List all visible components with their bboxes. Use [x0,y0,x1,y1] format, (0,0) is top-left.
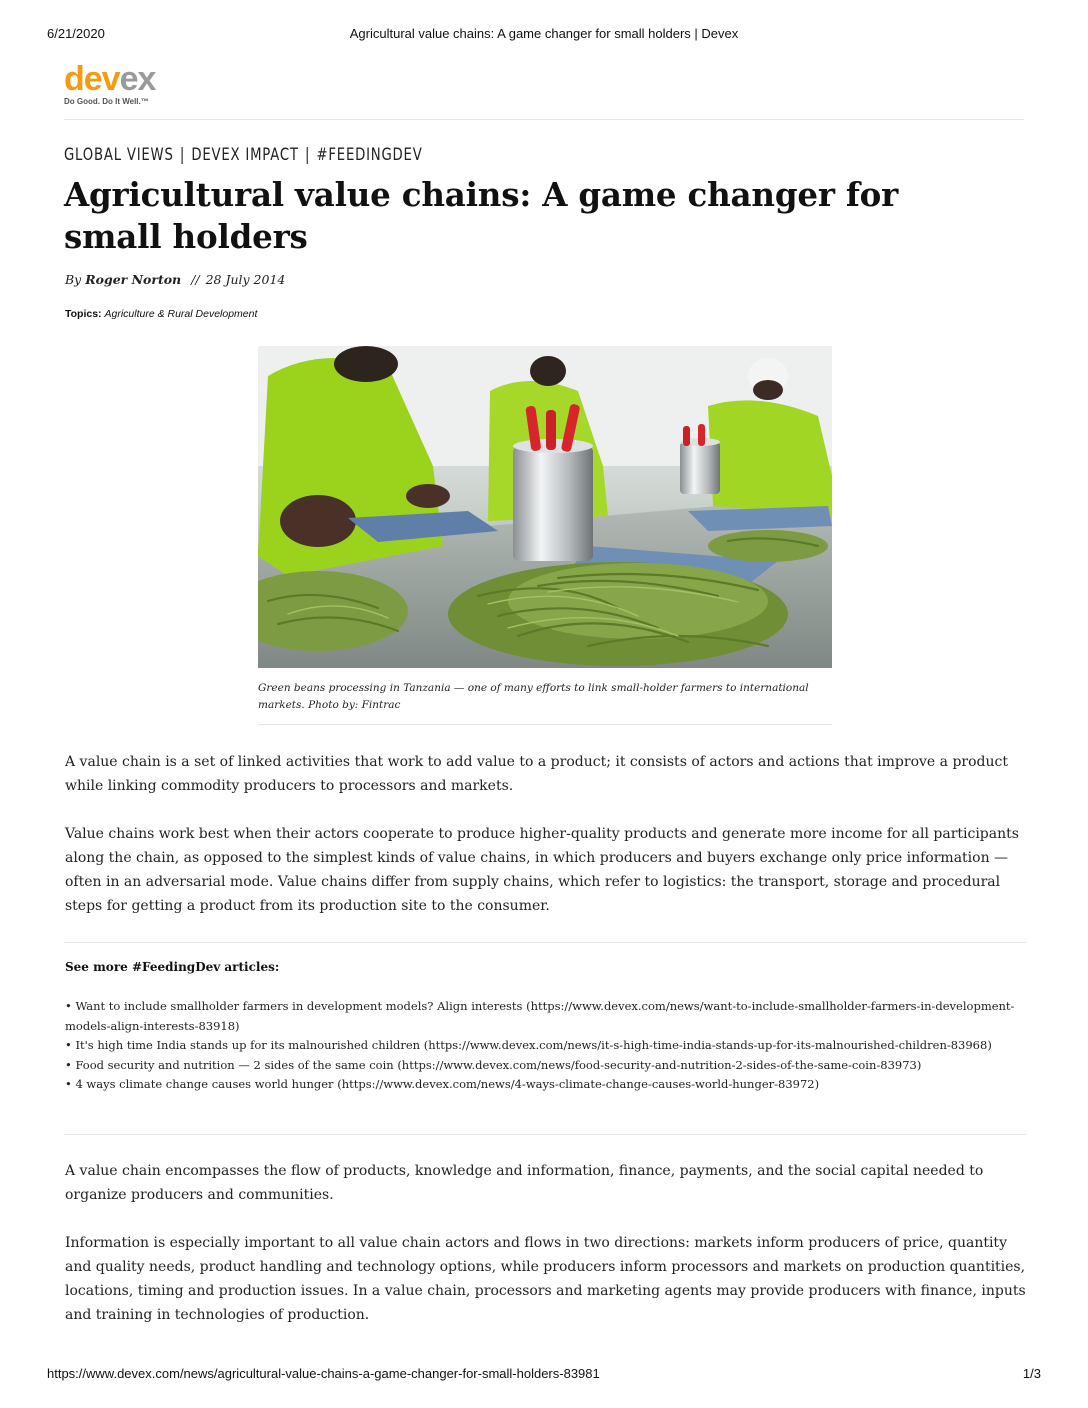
paragraph-3: A value chain encompasses the flow of products, knowledge and information, finance, payments, and the social capital needed to organize producers and communities. [65,1163,984,1203]
paragraph-1: A value chain is a set of linked activities that work to add value to a product; it consists of actors and actions that improve a product while linking commodity producers to processors and markets. [65,754,1008,794]
byline-by: By [65,272,82,287]
see-more-item[interactable]: • 4 ways climate change causes world hunger (https://www.devex.com/news/4-ways-climate-change-causes-world-hunger-83972) [65,1077,820,1091]
topics [65,308,257,320]
byline-author[interactable]: Roger Norton [85,272,182,287]
paragraph-2: Value chains work best when their actors cooperate to produce higher-quality products and generate more income for all participants along the chain, as opposed to the simplest kinds of value chains, in which producers and buyers exchange only price information — often in an adversarial mode. Value chains differ from supply chains, which refer to logistics: the transport, storage and procedural steps for getting a product from its production site to the consumer. [65,826,1019,914]
see-more-item[interactable]: • Food security and nutrition — 2 sides of the same coin (https://www.devex.com/news/food-security-and-nutrition-2-sides-of-the-same-coin-83973) [65,1057,922,1072]
print-page-title: Agricultural value chains: A game changer for small holders | Devex [349,26,739,41]
article-photo [258,346,832,668]
caption-divider [258,724,832,725]
header-divider [64,119,1024,120]
photo-caption: Green beans processing in Tanzania — one of many efforts to link small-holder farmers to international markets. Photo by: Fintrac [258,682,809,711]
kicker-global-views[interactable]: GLOBAL VIEWS [64,145,174,165]
see-more-item[interactable]: • It's high time India stands up for its malnourished children (https://www.devex.com/news/it-s-high-time-india-stands-up-for-its-malnourished-children-83968) [65,1038,992,1052]
article-headline: Agricultural value chains: A game changer for small holders [64,175,899,256]
see-more-divider-bottom [64,1134,1026,1135]
print-header [47,26,1041,44]
byline-date: 28 July 2014 [205,272,286,287]
kicker-separator: | [179,145,186,165]
logo-part-ex: ex [119,60,156,98]
print-page-number: 1/3 [1022,1366,1041,1381]
kicker-devex-impact[interactable]: DEVEX IMPACT [191,145,299,165]
print-date: 6/21/2020 [47,26,105,41]
see-more-list [65,997,1025,1095]
paragraph-4: Information is especially important to all value chain actors and flows in two directions: markets inform producers of price, quantity and quality needs, product handling and technology options, while producers inform processors and markets on production quantities, locations, timing and production issues. In a value chain, processors and marketing agents may provide producers with finance, inputs and training in technologies of production. [65,1235,1026,1323]
logo-part-dev: dev [64,60,120,98]
byline-separator: // [191,272,200,287]
devex-logo[interactable] [64,62,174,110]
see-more-divider-top [64,942,1026,943]
byline [65,272,285,287]
kicker-feedingdev[interactable]: #FEEDINGDEV [316,145,423,165]
logo-wordmark [64,62,174,96]
see-more-heading: See more #FeedingDev articles: [65,960,280,974]
see-more-item[interactable]: • Want to include smallholder farmers in development models? Align interests (https://www.devex.com/news/want-to-include-smallholder-farmers-in-development-models-align-interests-83918) [65,999,1015,1033]
topics-value[interactable]: Agriculture & Rural Development [104,308,258,320]
topics-label: Topics: [65,308,102,320]
kicker-separator: | [305,145,311,165]
print-url: https://www.devex.com/news/agricultural-value-chains-a-game-changer-for-small-holders-83981 [47,1366,600,1381]
logo-tagline: Do Good. Do It Well.™ [64,97,149,106]
photo-illustration [258,346,832,668]
print-footer [47,1366,1041,1384]
article-kicker [64,145,423,165]
